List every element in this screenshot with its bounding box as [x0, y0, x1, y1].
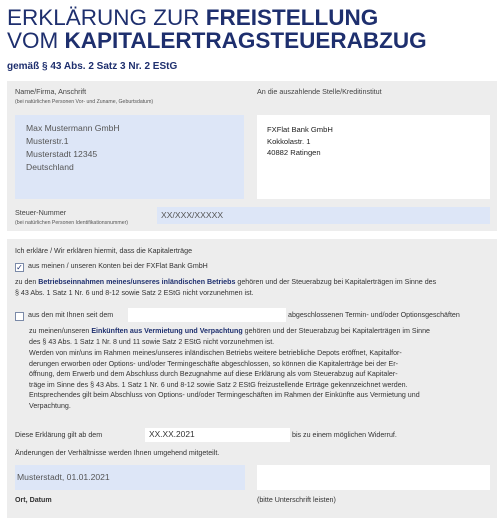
recipient-line: Kokkolastr. 1 — [267, 136, 311, 146]
recipient-label: An die auszahlende Stelle/Kreditinstitut — [257, 87, 382, 96]
recipient-line: 40882 Ratingen — [267, 148, 321, 157]
option2-checkbox[interactable] — [15, 312, 24, 321]
tax-number-field[interactable] — [157, 207, 490, 224]
place-date-field[interactable] — [15, 465, 245, 490]
signature-label: (bitte Unterschrift leisten) — [257, 496, 336, 504]
option1-checkbox[interactable]: ✓ — [16, 263, 23, 272]
option2-paragraph: Werden von mir/uns im Rahmen meines/unseres inländischen Betriebs weitere betriebliche Depots eröffnet, Kapitalfor- derungen erworben oder Options- und/oder Termingeschäfte abgeschlossen, so können die Kapitalerträge bei der Er- öffnung, dem Erwerb und dem Abschluss durch Bezugnahme auf diese Erklärung als vom Steuerabzug auf Kapitaler- träge im Sinne des § 43 Abs. 1 Satz 1 Nr. 6 und 8-12 sowie Satz 2 EStG freizustellende Erträge gekennzeichnet werden. Entsprechendes gilt beim Abschluss von Options- und/oder Termingeschäften im Rahmen der Einkünfte aus Vermietung und Verpachtung. — [29, 349, 420, 410]
recipient-line: FXFlat Bank GmbH — [267, 125, 333, 134]
declaration-panel — [7, 239, 497, 518]
validity-date-field[interactable] — [145, 428, 290, 442]
applicant-line: Musterstadt 12345 — [26, 149, 98, 159]
title-line2-bold: KAPITALERTRAGSTEUERABZUG — [64, 28, 427, 53]
applicant-line: Musterstr.1 — [26, 136, 69, 146]
option2-label-post: abgeschlossenen Termin- und/oder Optionsgeschäften — [288, 311, 460, 319]
applicant-label: Name/Firma, Anschrift (bei natürlichen Personen Vor- und Zuname, Geburtsdatum) — [15, 87, 154, 105]
place-date-value: Musterstadt, 01.01.2021 — [17, 472, 110, 482]
tax-number-value: XX/XXX/XXXXX — [161, 210, 224, 220]
declaration-intro: Ich erkläre / Wir erklären hiermit, dass die Kapitalerträge — [15, 247, 193, 255]
place-date-label: Ort, Datum — [15, 496, 52, 504]
option2-label-pre: aus den mit Ihnen seit dem — [28, 311, 114, 319]
tax-label: Steuer-Nummer (bei natürlichen Personen Identifikationsnummer) — [15, 208, 129, 226]
applicant-hint: (bei natürlichen Personen Vor- und Zuname, Geburtsdatum) — [15, 99, 154, 105]
address-panel — [7, 81, 497, 231]
title-line1-light: ERKLÄRUNG ZUR — [7, 5, 200, 30]
option1-label: aus meinen / unseren Konten bei der FXFlat Bank GmbH — [28, 262, 208, 270]
title-line2-light: VOM — [7, 28, 59, 53]
option2-since-date-field[interactable] — [128, 308, 286, 322]
form-title — [7, 6, 427, 52]
applicant-line: Max Mustermann GmbH — [26, 123, 120, 133]
form-subtitle: gemäß § 43 Abs. 2 Satz 3 Nr. 2 EStG — [7, 61, 178, 72]
validity-date-value: XX.XX.2021 — [149, 429, 195, 439]
validity-label-post: bis zu einem möglichen Widerruf. — [292, 431, 397, 439]
applicant-field[interactable] — [15, 115, 244, 199]
option2-text: zu meinen/unseren Einkünften aus Vermietung und Verpachtung gehören und der Steuerabzug bei Kapitalerträgen im Sinne des § 43 Abs. 1 Satz 1 Nr. 8 und 11 sowie Satz 2 EStG nicht vorzunehmen ist. — [29, 327, 430, 346]
applicant-line: Deutschland — [26, 162, 74, 172]
tax-hint: (bei natürlichen Personen Identifikationsnummer) — [15, 220, 129, 226]
title-line1-bold: FREISTELLUNG — [205, 5, 379, 30]
signature-field[interactable] — [257, 465, 490, 490]
changes-note: Änderungen der Verhältnisse werden Ihnen umgehend mitgeteilt. — [15, 449, 220, 457]
option1-text: zu den Betriebseinnahmen meines/unseres inländischen Betriebs gehören und der Steuerabzug bei Kapitalerträgen im Sinne des § 43 Abs. 1 Satz 1 Nr. 6 und 8-12 sowie Satz 2 EStG nicht vorzunehmen ist. — [15, 278, 437, 297]
recipient-box — [257, 115, 490, 199]
validity-label-pre: Diese Erklärung gilt ab dem — [15, 431, 103, 439]
